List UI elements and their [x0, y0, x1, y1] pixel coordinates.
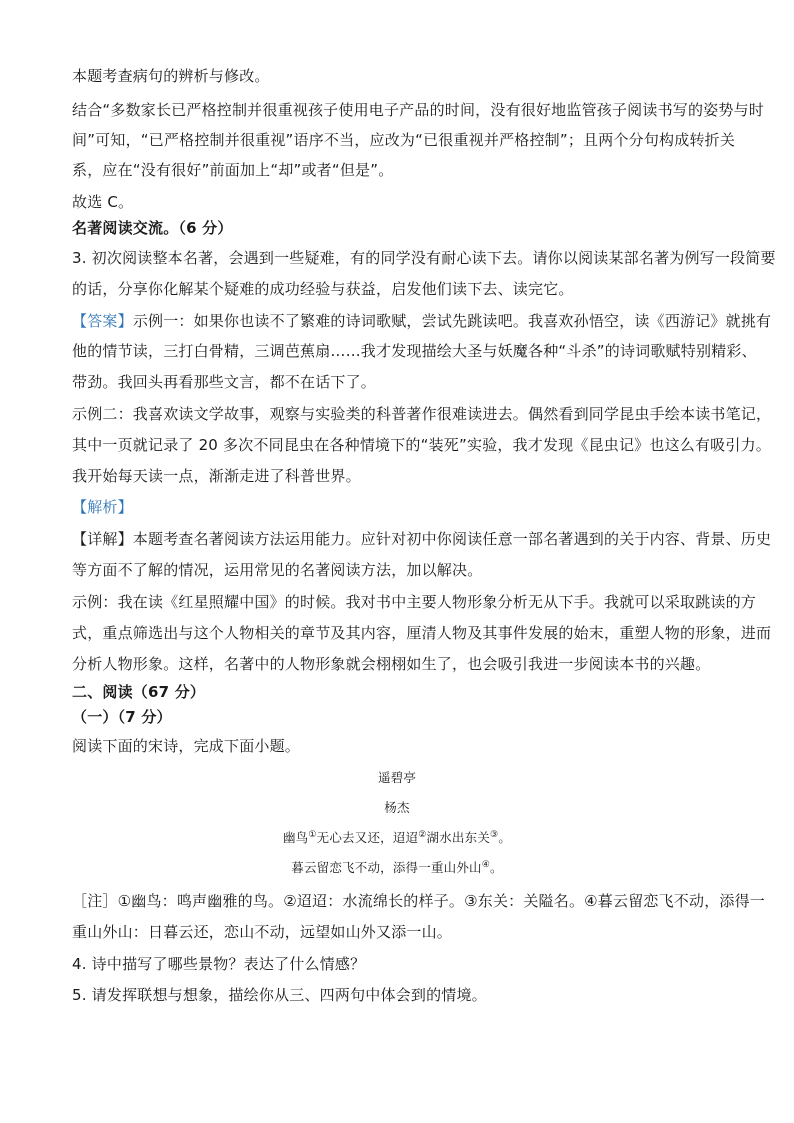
answer-text: 示例二：我喜欢读文学故事，观察与实验类的科普著作很难读进去。偶然看到同学昆虫手绘本读书笔记， [72, 405, 772, 423]
answer-text: 其中一页就记录了 20 多次不同昆虫在各种情境下的“装死”实验，我才发现《昆虫记》也这么有吸引力。 [72, 436, 771, 454]
question-text: 5. 请发挥联想与想象，描绘你从三、四两句中体会到的情境。 [72, 986, 487, 1004]
poem-notes: 重山外山：日暮云还，恋山不动，远望如山外又添一山。 [72, 923, 453, 941]
poem-line: 暮云留恋飞不动，添得一重山外山④。 [291, 859, 503, 875]
answer-text: 我开始每天读一点，渐渐走进了科普世界。 [72, 467, 361, 485]
poem-title: 遥碧亭 [377, 770, 417, 785]
answer-text: 示例一：如果你也读不了繁难的诗词歌赋，尝试先跳读吧。我喜欢孙悟空，读《西游记》就挑有 [132, 312, 772, 330]
analysis-text: 式，重点筛选出与这个人物相关的章节及其内容，厘清人物及其事件发展的始末，重塑人物的形象，进而 [72, 624, 772, 642]
footnote-marker: ④ [481, 859, 491, 870]
footnote-marker: ③ [490, 829, 499, 840]
text-line: 本题考查病句的辨析与修改。 [72, 67, 270, 85]
footnote-marker: ② [418, 829, 427, 840]
poem-author: 杨杰 [384, 800, 410, 815]
analysis-text: 等方面不了解的情况，运用常见的名著阅读方法，加以解决。 [72, 561, 483, 579]
text-line: 故选 C。 [72, 193, 134, 211]
answer-text: 他的情节读，三打白骨精，三调芭蕉扇……我才发现描绘大圣与妖魔各种“斗杀”的诗词歌赋特别精彩、 [72, 342, 757, 360]
text-line: 结合“多数家长已严格控制并很重视孩子使用电子产品的时间，没有很好地监管孩子阅读书写的姿势与时 [72, 101, 764, 119]
instruction-text: 阅读下面的宋诗，完成下面小题。 [72, 737, 301, 755]
analysis-text: 示例：我在读《红星照耀中国》的时候。我对书中主要人物形象分析无从下手。我就可以采取跳读的方 [72, 593, 757, 611]
subsection-heading: （一）（7 分） [72, 708, 172, 726]
question-text: 的话，分享你化解某个疑难的成功经验与获益，启发他们读下去、读完它。 [72, 280, 574, 298]
analysis-text: 【详解】本题考查名著阅读方法运用能力。应针对初中你阅读任意一部名著遇到的关于内容、背景、历史 [72, 530, 772, 548]
analysis-text: 分析人物形象。这样，名著中的人物形象就会栩栩如生了，也会吸引我进一步阅读本书的兴趣。 [72, 655, 711, 673]
answer-tag: 【答案】 [72, 312, 133, 330]
analysis-tag: 【解析】 [72, 498, 133, 516]
text-line: 间”可知，“已严格控制并很重视”语序不当，应改为“已很重视并严格控制”；且两个分句构成转折关 [72, 131, 736, 149]
section-heading: 名著阅读交流。（6 分） [72, 219, 233, 237]
text-line: 系，应在“没有很好”前面加上“却”或者“但是”。 [72, 161, 394, 179]
question-text: 3. 初次阅读整本名著，会遇到一些疑难，有的同学没有耐心读下去。请你以阅读某部名著为例写一段简要 [72, 249, 776, 267]
answer-line [72, 311, 771, 331]
poem-line: 幽鸟①无心去又还，迢迢②湖水出东关③。 [282, 829, 512, 845]
answer-text: 带劲。我回头再看那些文言，都不在话下了。 [72, 373, 377, 391]
section-heading: 二、阅读（67 分） [72, 683, 206, 701]
footnote-marker: ① [308, 829, 317, 840]
poem-notes: ［注］①幽鸟：鸣声幽雅的鸟。②迢迢：水流绵长的样子。③东关：关隘名。④暮云留恋飞不动，添得一 [72, 892, 765, 910]
question-text: 4. 诗中描写了哪些景物？表达了什么情感？ [72, 955, 366, 973]
